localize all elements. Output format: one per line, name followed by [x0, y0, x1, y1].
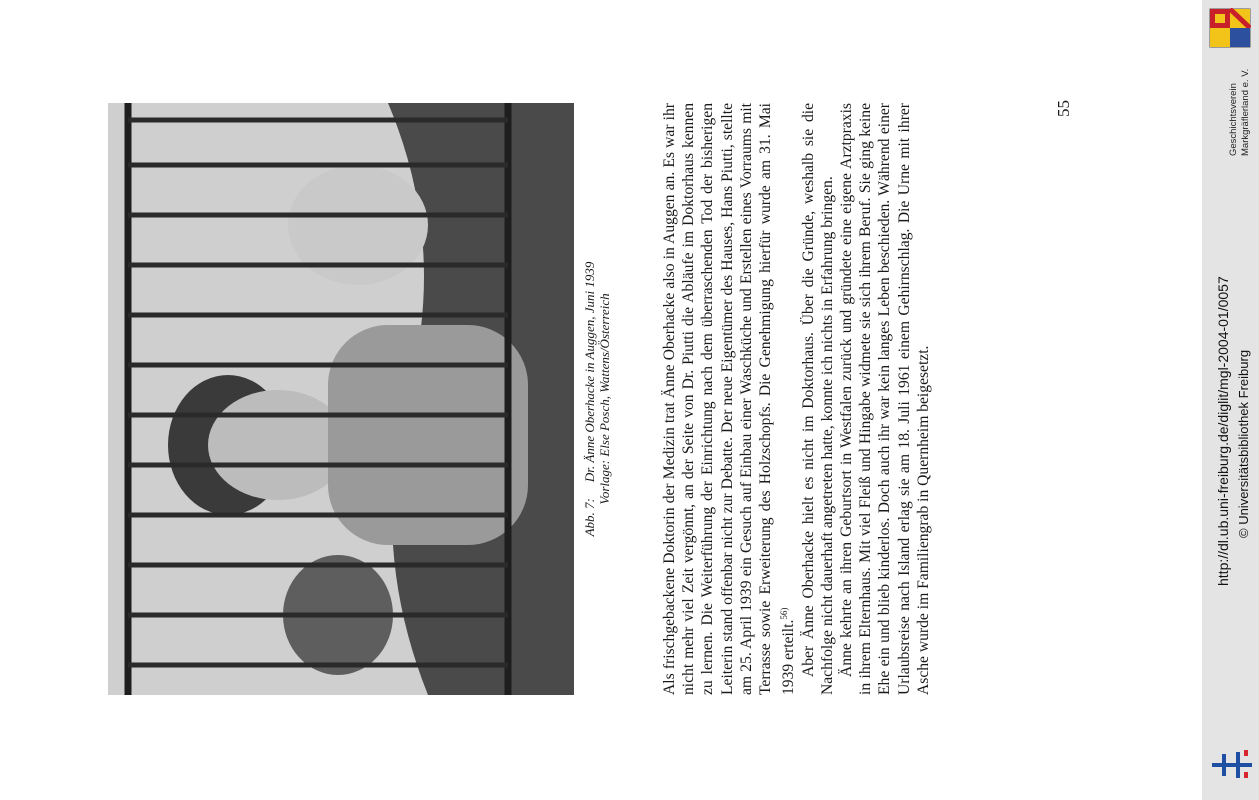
society-name-line2: Markgräflerland e. V.	[1240, 68, 1251, 156]
article-body	[660, 103, 933, 695]
photo-image	[108, 103, 574, 695]
coat-of-arms-icon	[1209, 8, 1251, 48]
society-name-line1: Geschichtsverein	[1228, 83, 1239, 156]
figure-number: Abb. 7:	[582, 498, 597, 537]
footnote-ref[interactable]: 56)	[779, 607, 790, 620]
figure-caption	[582, 103, 597, 695]
copyright-notice: © Universitätsbibliothek Freiburg	[1236, 349, 1251, 538]
historical-photograph	[108, 103, 574, 695]
figure-source: Vorlage: Else Posch, Wattens/Österreich	[597, 293, 612, 505]
paragraph-1: Als frischgebackene Doktorin der Medizin trat Änne Oberhacke also in Auggen an. Es war ihr nicht mehr viel Zeit vergönnt, an der Seite von Dr. Piutti die Abläufe im Doktorhaus kennen zu lernen. Die Weiterführung der Einrichtung nach dem überraschenden Tod der bisherigen Leiterin stand offenbar nicht zur Debatte. Der neue Eigentümer des Hauses, Hans Piutti, stellte am 25. April 1939 ein Gesuch auf Einbau einer Waschküche und Erstellen eines Vorraums mit Terrasse sowie Erweiterung des Holzschopfs. Die Genehmigung hierfür wurde am 31. Mai 1939 erteilt.$^{56)}$	[661, 103, 798, 695]
ub-freiburg-logo-icon	[1210, 746, 1254, 782]
paragraph-2: Aber Änne Oberhacke hielt es nicht im Doktorhaus. Über die Gründe, weshalb sie die Nachfolge nicht dauerhaft angetreten hatte, konnte ich nichts in Erfahrung bringen.	[799, 103, 836, 695]
figure-title: Dr. Änne Oberhacke in Auggen, Juni 1939	[582, 261, 597, 483]
document-url-link[interactable]: http://dl.ub.uni-freiburg.de/diglit/mgl-2004-01/0057	[1215, 276, 1231, 586]
paragraph-3: Änne kehrte an ihren Geburtsort in Westfalen zurück und gründete eine eigene Arztpraxis in ihrem Elternhaus. Mit viel Fleiß und Hingabe widmete sie sich ihrem Beruf. Sie ging keine Ehe ein und blieb kinderlos. Doch auch ihr war kein langes Leben beschieden. Während einer Urlaubsreise nach Island erlag sie am 18. Juli 1961 einem Gehirnschlag. Die Urne mit ihrer Asche wurde im Familiengrab in Quernheim beigesetzt.	[838, 103, 932, 695]
page-number: 55	[1054, 100, 1073, 117]
